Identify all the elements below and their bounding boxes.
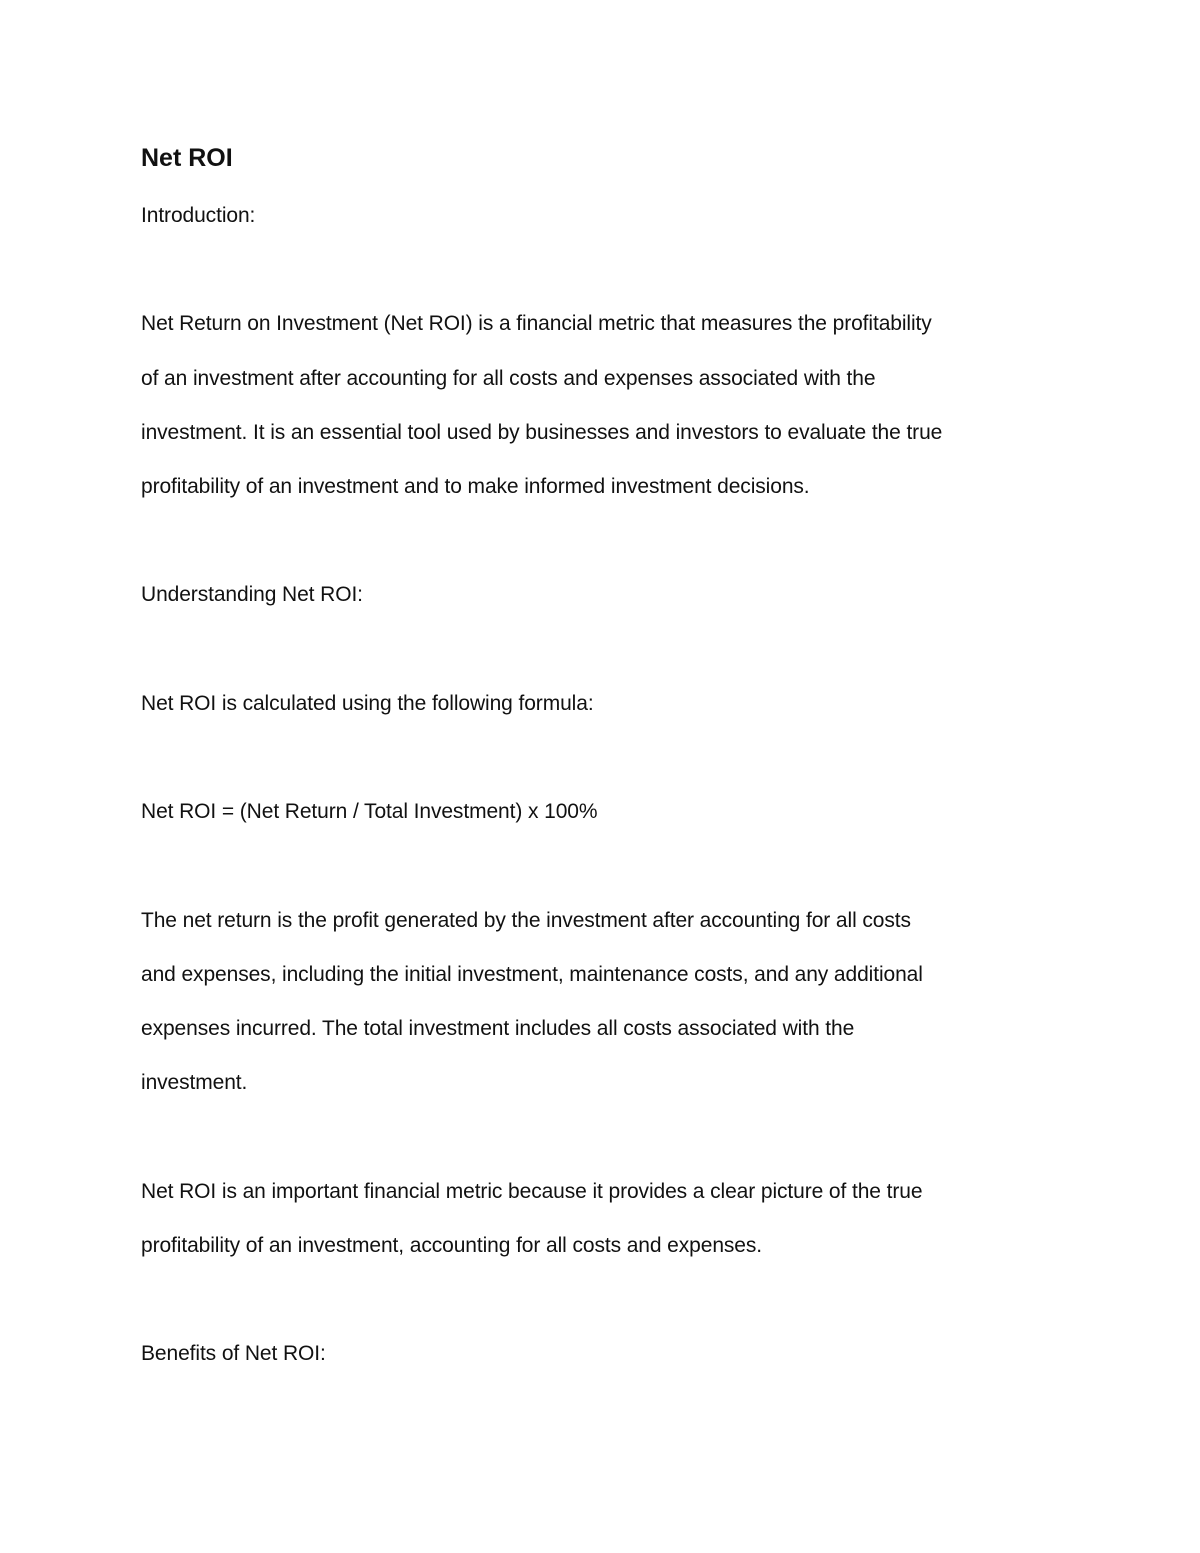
paragraph-line: profitability of an investment, accounting for all costs and expenses. [141, 1233, 763, 1257]
blank-line [141, 1273, 1061, 1327]
blank-line [141, 731, 1061, 785]
blank-line [141, 623, 1061, 677]
document-body [141, 138, 1061, 1381]
section-heading-understanding: Understanding Net ROI: [141, 583, 363, 607]
blank-line [141, 514, 1061, 568]
paragraph-line: Net ROI is calculated using the following formula: [141, 691, 594, 715]
paragraph-line: of an investment after accounting for all costs and expenses associated with the [141, 366, 876, 390]
paragraph-line: The net return is the profit generated by the investment after accounting for all costs [141, 908, 911, 932]
paragraph-line: and expenses, including the initial investment, maintenance costs, and any additional [141, 962, 923, 986]
formula-line: Net ROI = (Net Return / Total Investment) x 100% [141, 800, 598, 824]
document-title: Net ROI [141, 144, 233, 172]
paragraph-line: Net ROI is an important financial metric because it provides a clear picture of the true [141, 1179, 923, 1203]
section-heading-introduction: Introduction: [141, 204, 256, 227]
blank-line [141, 243, 1061, 297]
blank-line [141, 839, 1061, 893]
paragraph-line: investment. [141, 1071, 248, 1095]
section-heading-benefits: Benefits of Net ROI: [141, 1342, 326, 1366]
paragraph-line: expenses incurred. The total investment includes all costs associated with the [141, 1016, 855, 1040]
blank-line [141, 1110, 1061, 1164]
paragraph-line: profitability of an investment and to make informed investment decisions. [141, 475, 810, 498]
paragraph-line: investment. It is an essential tool used by businesses and investors to evaluate the true [141, 420, 943, 444]
paragraph-line: Net Return on Investment (Net ROI) is a financial metric that measures the profitability [141, 312, 932, 336]
